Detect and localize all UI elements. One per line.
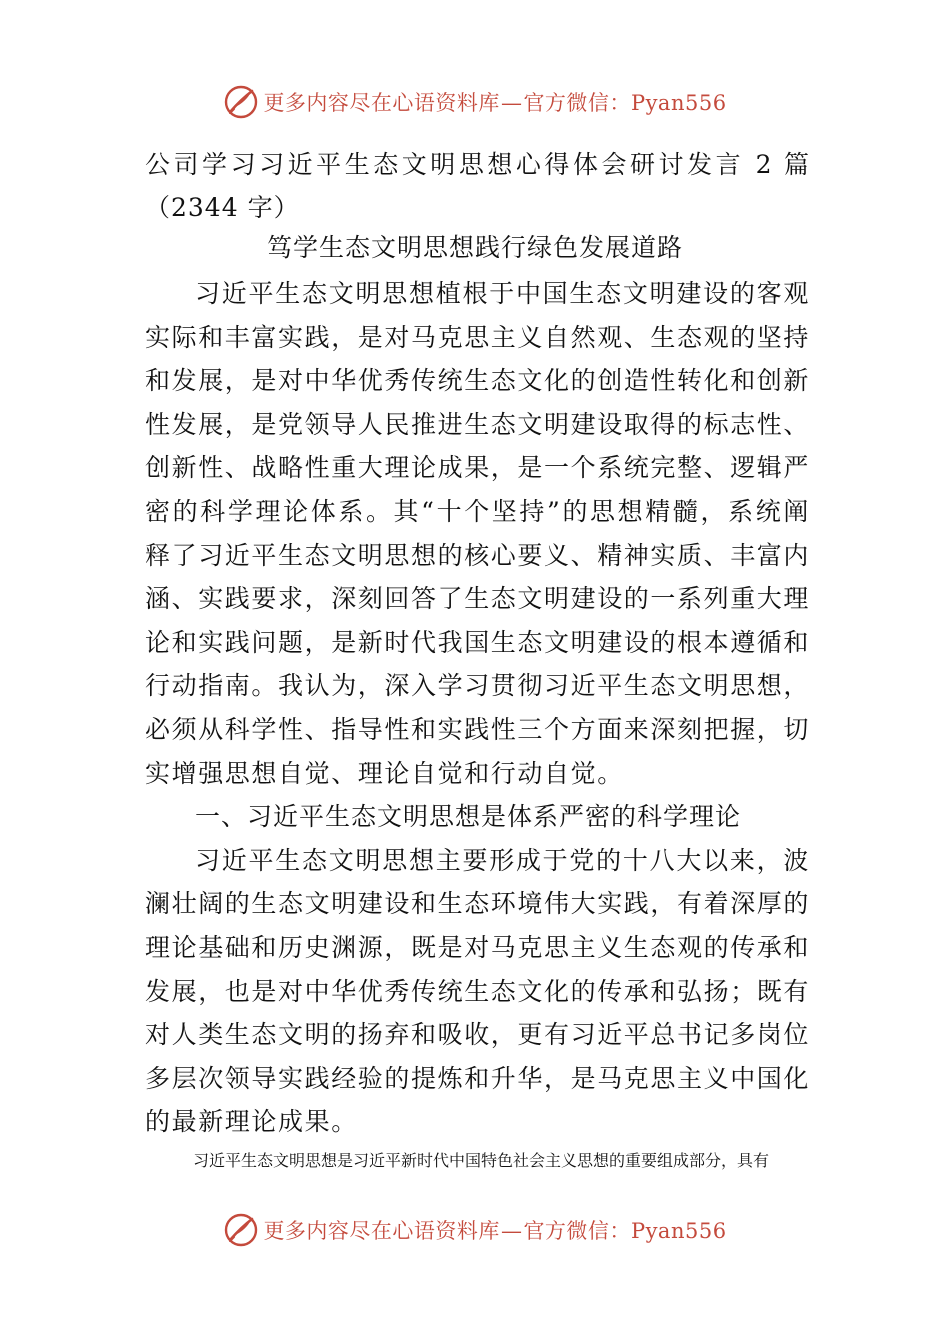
header-banner xyxy=(0,80,950,124)
quill-logo-icon xyxy=(223,1212,259,1248)
banner-text xyxy=(263,87,726,117)
banner-main-text: 更多内容尽在心语资料库 xyxy=(263,1219,500,1243)
paragraph-2: 习近平生态文明思想主要形成于党的十八大以来，波澜壮阔的生态文明建设和生态环境伟大实践，有着深厚的理论基础和历史渊源，既是对马克思主义生态观的传承和发展，也是对中华优秀传统生态文化的传承和弘扬；既有对人类生态文明的扬弃和吸收，更有习近平总书记多岗位多层次领导实践经验的提炼和升华，是马克思主义中国化的最新理论成果。 xyxy=(145,845,811,1137)
paragraph-1: 习近平生态文明思想植根于中国生态文明建设的客观实际和丰富实践，是对马克思主义自然观、生态观的坚持和发展，是对中华优秀传统生态文化的创造性转化和创新性发展，是党领导人民推进生态文明建设取得的标志性、创新性、战略性重大理论成果，是一个系统完整、逻辑严密的科学理论体系。其“十个坚持”的思想精髓，系统阐释了习近平生态文明思想的核心要义、精神实质、丰富内涵、实践要求，深刻回答了生态文明建设的一系列重大理论和实践问题，是新时代我国生态文明建设的根本遵循和行动指南。我认为，深入学习贯彻习近平生态文明思想，必须从科学性、指导性和实践性三个方面来深刻把握，切实增强思想自觉、理论自觉和行动自觉。 xyxy=(145,279,811,788)
banner-separator: — xyxy=(500,1219,523,1243)
banner-contact-label: 官方微信： xyxy=(523,1219,631,1243)
banner-separator: — xyxy=(500,91,523,115)
document-title: 公司学习习近平生态文明思想心得体会研讨发言 2 篇（2344 字） xyxy=(145,150,810,222)
quill-logo-icon xyxy=(223,84,259,120)
document-subtitle: 笃学生态文明思想践行绿色发展道路 xyxy=(266,233,683,262)
banner-contact-label: 官方微信： xyxy=(523,91,631,115)
footer-banner xyxy=(0,1208,950,1252)
banner-text xyxy=(263,1215,726,1245)
document-body xyxy=(145,272,810,1144)
paragraph-3-partial: 习近平生态文明思想是习近平新时代中国特色社会主义思想的重要组成部分，具有 xyxy=(193,1151,770,1170)
banner-main-text: 更多内容尽在心语资料库 xyxy=(263,91,500,115)
section-heading-1: 一、习近平生态文明思想是体系严密的科学理论 xyxy=(195,802,742,832)
banner-contact-id: Pyan556 xyxy=(630,91,727,115)
banner-contact-id: Pyan556 xyxy=(630,1219,727,1243)
